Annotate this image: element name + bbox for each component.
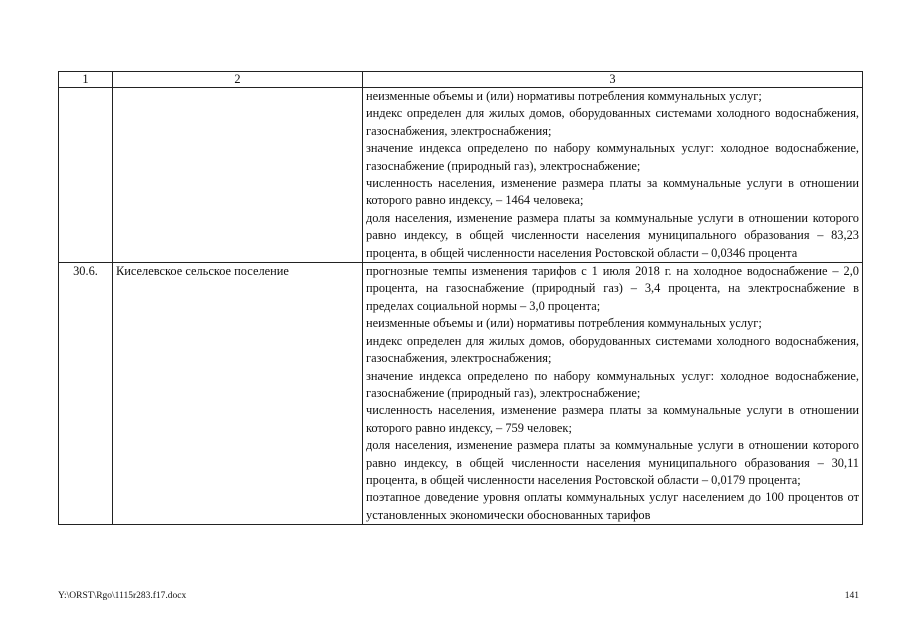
page-number: 141 [844,591,859,601]
footer-file-path: Y:\ORST\Rgo\1115r283.f17.docx [58,591,187,601]
condition-paragraph: неизменные объемы и (или) нормативы потребления коммунальных услуг; [366,89,762,103]
condition-paragraph: доля населения, изменение размера платы за коммунальные услуги в отношении которого равно индексу, в общей численности населения муниципального образования – 30,11 процента, в общей численности населения Ростовской области – 0,0179 процента; [366,438,859,487]
table-header-row [59,72,863,88]
row-number [59,88,113,263]
condition-paragraph: индекс определен для жилых домов, оборудованных системами холодного водоснабжения, газоснабжения, электроснабжения; [366,106,859,138]
condition-paragraph: доля населения, изменение размера платы за коммунальные услуги в отношении которого равно индексу, в общей численности населения муниципального образования – 83,23 процента, в общей численности населения Ростовской области – 0,0346 процента [366,210,859,260]
header-cell-3: 3 [363,72,863,88]
condition-paragraph: прогнозные темпы изменения тарифов с 1 июля 2018 г. на холодное водоснабжение – 2,0 процента, на газоснабжение (природный газ) – 3,4 процента, на электроснабжение в пределах социальной нормы – 3,0 процента; [366,264,859,313]
condition-paragraph: неизменные объемы и (или) нормативы потребления коммунальных услуг; [366,316,762,331]
condition-paragraph: поэтапное доведение уровня оплаты коммунальных услуг населением до 100 процентов от установленных экономически обоснованных тарифов [366,490,859,522]
condition-paragraph: численность населения, изменение размера платы за коммунальные услуги в отношении которого равно индексу, – 1464 человека; [366,176,859,208]
table-row [59,263,863,525]
row-settlement-name [113,88,363,263]
tariff-table [58,71,863,525]
condition-paragraph: значение индекса определено по набору коммунальных услуг: холодное водоснабжение, газоснабжение (природный газ), электроснабжение; [366,141,859,173]
condition-paragraph: численность населения, изменение размера платы за коммунальные услуги в отношении которого равно индексу, – 759 человек; [366,403,859,435]
table-row [59,88,863,263]
row-settlement-name: Киселевское сельское поселение [113,263,363,525]
condition-paragraph: индекс определен для жилых домов, оборудованных системами холодного водоснабжения, газоснабжения, электроснабжения; [366,333,859,366]
header-cell-1: 1 [59,72,113,88]
row-number: 30.6. [59,263,113,525]
condition-paragraph: значение индекса определено по набору коммунальных услуг: холодное водоснабжение, газоснабжение (природный газ), электроснабжение; [366,368,859,400]
row-conditions [363,88,863,263]
row-conditions [363,263,863,525]
header-cell-2: 2 [113,72,363,88]
